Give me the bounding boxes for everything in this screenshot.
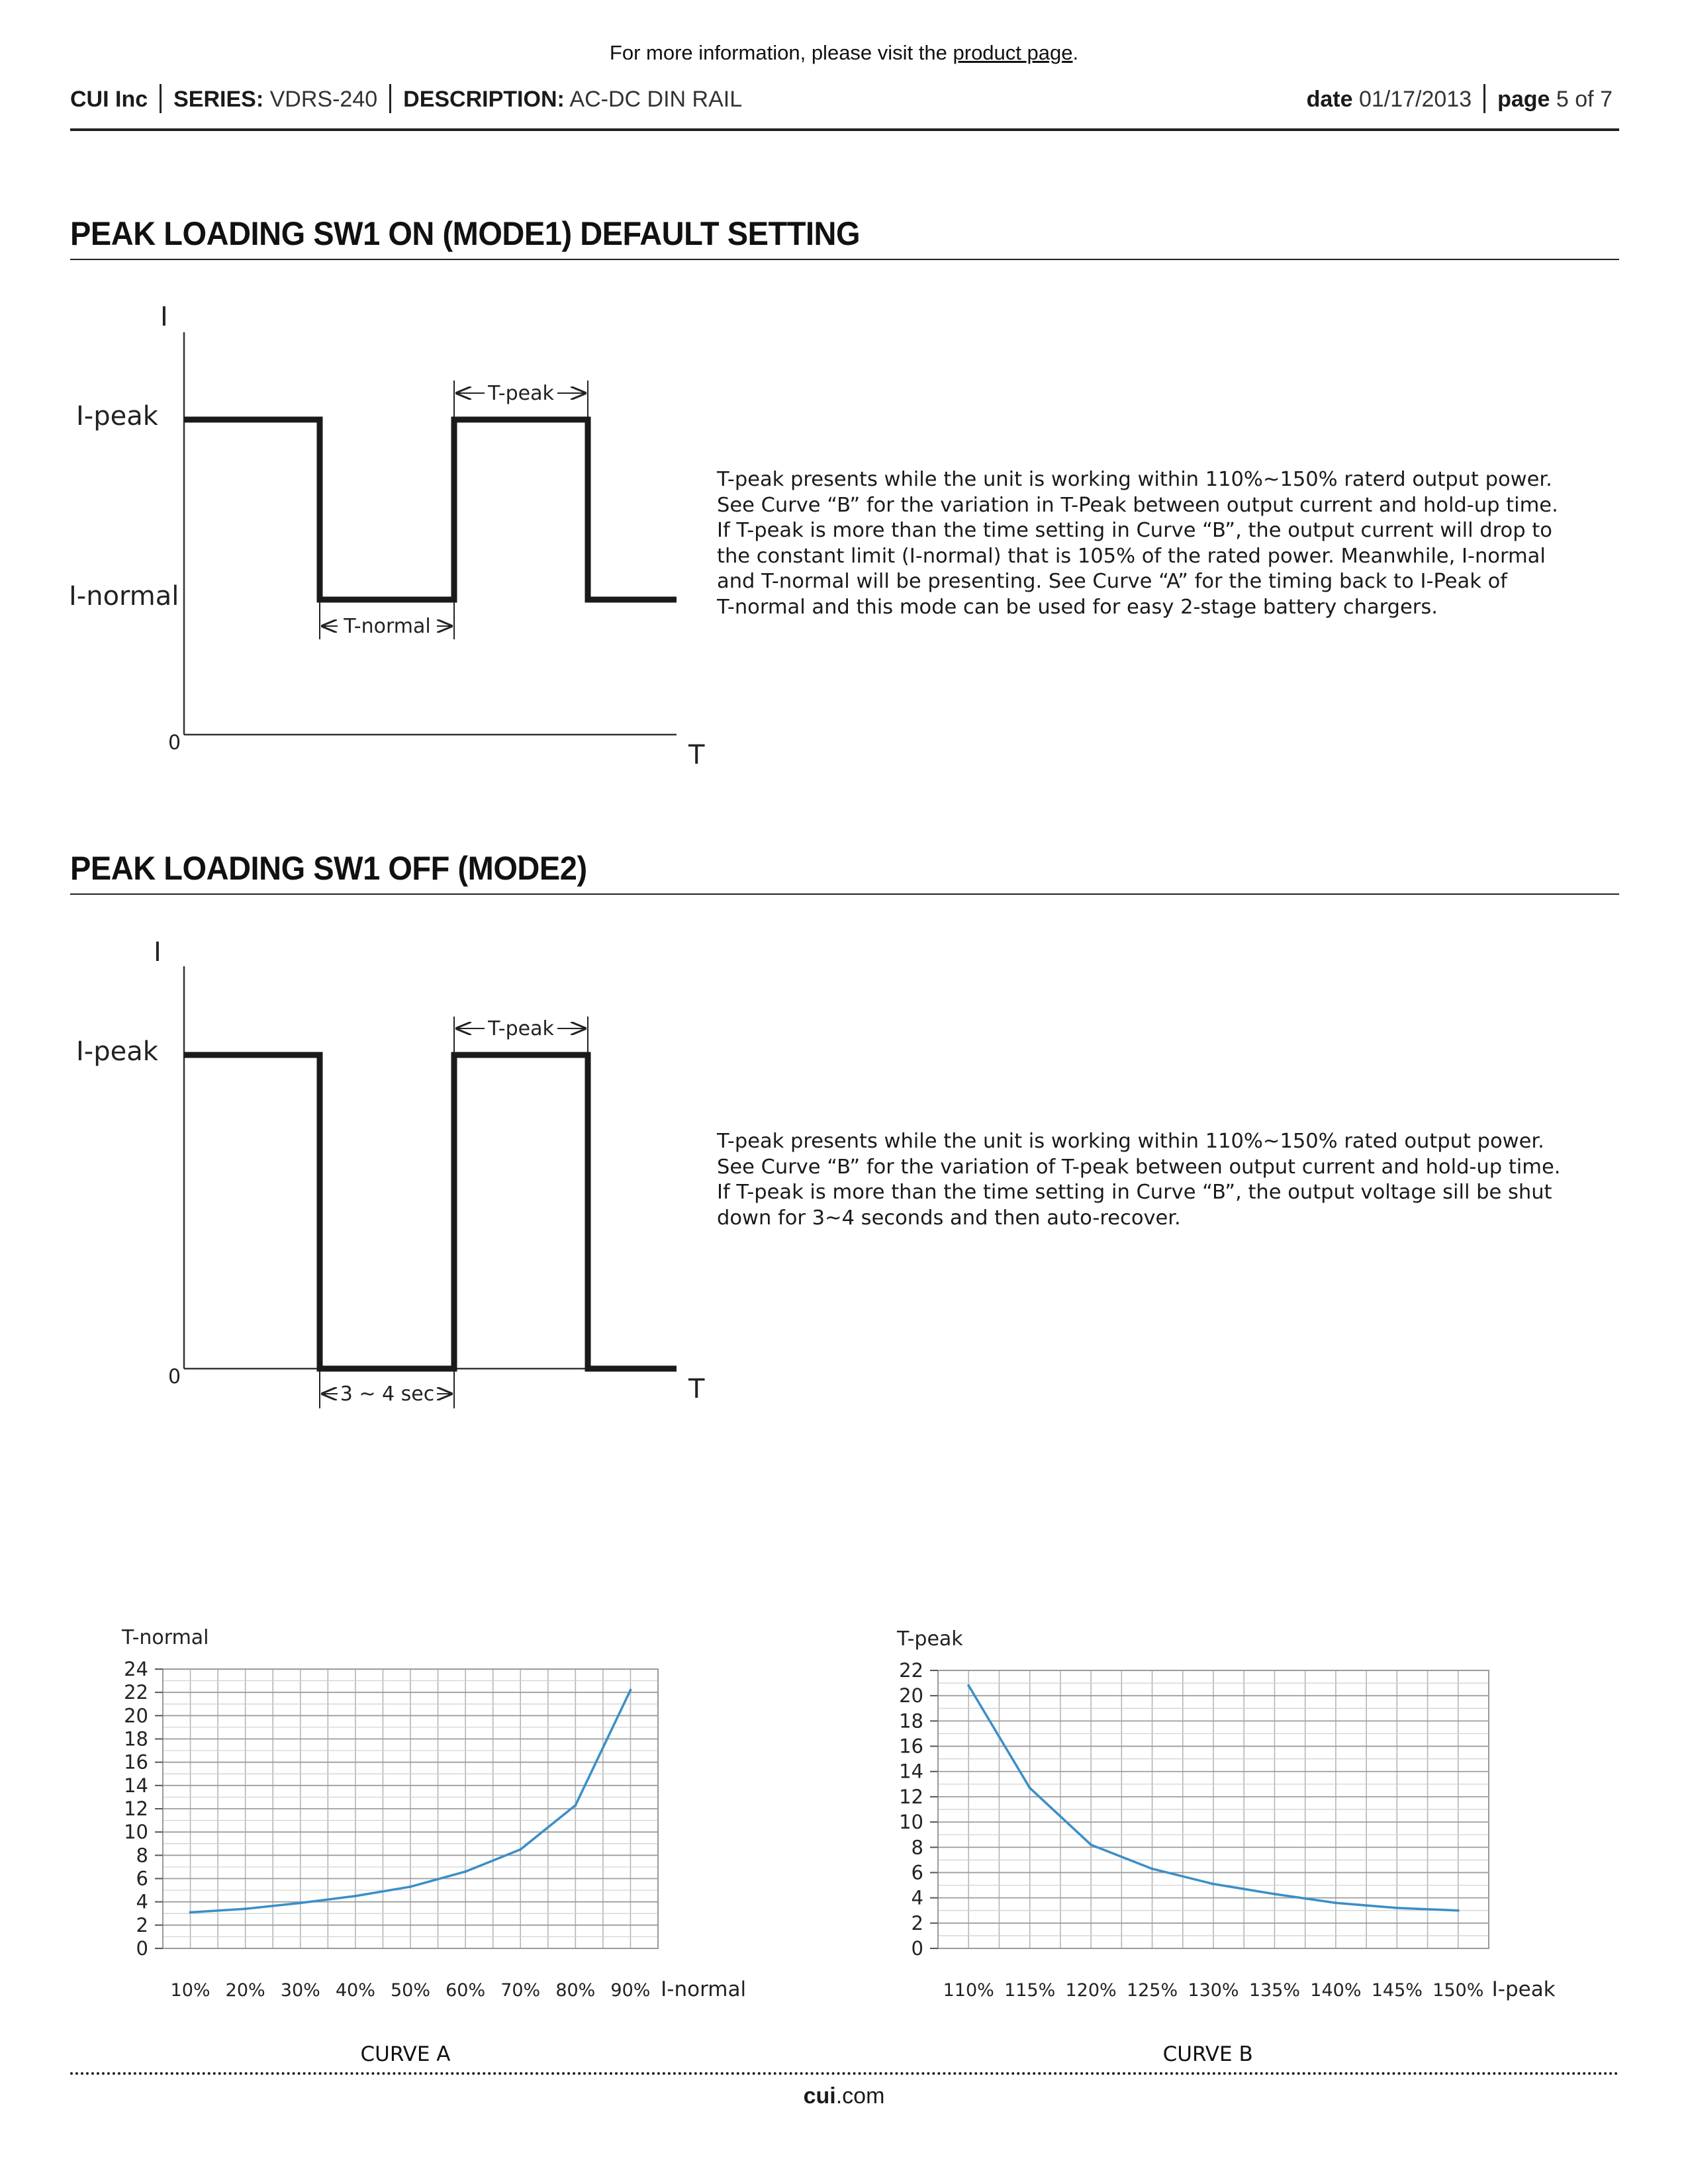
description-line: T-peak presents while the unit is working within 110%~150% raterd output power. xyxy=(717,468,1552,491)
x-tick-label: 150% xyxy=(1432,1980,1484,2001)
data-point xyxy=(519,1848,522,1851)
y-axis-label: I xyxy=(154,937,162,968)
data-point xyxy=(299,1901,302,1904)
y-tick-label: 2 xyxy=(136,1913,148,1936)
data-point xyxy=(189,1911,192,1913)
y-tick-label: 8 xyxy=(136,1844,148,1867)
x-tick-label: 60% xyxy=(445,1980,486,2001)
y-tick-label: 16 xyxy=(899,1735,923,1758)
y-tick-label: 4 xyxy=(911,1886,923,1909)
description-line: T-peak presents while the unit is working within 110%~150% rated output power. xyxy=(717,1130,1544,1153)
x-tick-label: 40% xyxy=(335,1980,375,2001)
y-tick-label: 12 xyxy=(124,1797,148,1820)
description-line: the constant limit (I-normal) that is 105% of the rated power. Meanwhile, I-normal xyxy=(717,544,1546,568)
data-point xyxy=(629,1689,632,1692)
y-tick-label: 10 xyxy=(124,1821,148,1844)
description-line: See Curve “B” for the variation in T-Peak between output current and hold-up time. xyxy=(717,493,1558,517)
x-tick-label: 140% xyxy=(1310,1980,1362,2001)
x-tick-label: 145% xyxy=(1371,1980,1423,2001)
series-value: VDRS-240 xyxy=(269,86,378,112)
x-tick-label: 130% xyxy=(1188,1980,1239,2001)
y-tick-label: 2 xyxy=(911,1911,923,1934)
section1-rule xyxy=(70,259,1619,260)
data-point xyxy=(1457,1909,1460,1912)
description-line: down for 3~4 seconds and then auto-recover. xyxy=(717,1206,1181,1230)
section1-title: PEAK LOADING SW1 ON (MODE1) DEFAULT SETTING xyxy=(70,215,861,252)
y-tick-label: 16 xyxy=(124,1751,148,1774)
data-point xyxy=(574,1804,577,1807)
y-tick-label: 4 xyxy=(136,1890,148,1913)
current-waveform xyxy=(184,420,677,600)
y-tick-label: 14 xyxy=(124,1774,148,1797)
description-line: and T-normal will be presenting. See Curve “A” for the timing back to I-Peak of xyxy=(717,570,1507,593)
x-tick-label: 20% xyxy=(225,1980,265,2001)
t-peak-label: T-peak xyxy=(488,382,554,405)
i-peak-label: I-peak xyxy=(76,401,158,432)
x-axis-title: I-normal xyxy=(661,1978,747,2001)
x-tick-label: 10% xyxy=(170,1980,211,2001)
header-divider xyxy=(1483,84,1485,113)
data-point xyxy=(464,1870,467,1873)
x-axis-label: T xyxy=(688,740,705,770)
y-tick-label: 0 xyxy=(911,1937,923,1960)
y-tick-label: 12 xyxy=(899,1785,923,1808)
data-point xyxy=(1090,1843,1092,1846)
y-tick-label: 8 xyxy=(911,1836,923,1859)
top-note xyxy=(0,41,1688,65)
page-label: page xyxy=(1497,86,1550,112)
date-label: date xyxy=(1306,86,1353,112)
top-note-suffix: . xyxy=(1072,41,1079,64)
off-time-label: 3 ~ 4 sec xyxy=(340,1383,435,1406)
top-note-text: For more information, please visit the xyxy=(609,41,953,64)
t-normal-label: T-normal xyxy=(344,615,431,638)
section2-description xyxy=(717,1129,1630,1231)
data-point xyxy=(1151,1868,1154,1870)
y-tick-label: 20 xyxy=(124,1704,148,1727)
date-value: 01/17/2013 xyxy=(1358,86,1472,112)
x-axis-title: I-peak xyxy=(1491,1978,1556,2001)
page-value: 5 of 7 xyxy=(1556,86,1613,112)
data-point xyxy=(244,1907,247,1910)
curve-b-chart xyxy=(880,1608,1595,2066)
y-axis-title: T-peak xyxy=(897,1627,963,1651)
x-tick-label: 120% xyxy=(1065,1980,1117,2001)
data-point xyxy=(1212,1883,1215,1886)
company-name: CUI Inc xyxy=(70,86,148,112)
section2-rule xyxy=(70,893,1619,895)
y-axis-label: I xyxy=(160,302,168,332)
origin-label: 0 xyxy=(168,1365,181,1388)
description-line: If T-peak is more than the time setting in Curve “B”, the output current will drop to xyxy=(717,519,1552,542)
y-tick-label: 24 xyxy=(124,1658,148,1680)
data-point xyxy=(409,1886,412,1888)
y-tick-label: 20 xyxy=(899,1684,923,1707)
section2-title: PEAK LOADING SW1 OFF (MODE2) xyxy=(70,850,587,887)
footer-site-bold: cui xyxy=(803,2083,836,2109)
data-point xyxy=(1335,1901,1337,1904)
mode2-timing-diagram xyxy=(0,927,705,1416)
data-point xyxy=(354,1895,357,1897)
i-normal-label: I-normal xyxy=(69,581,179,612)
y-tick-label: 6 xyxy=(136,1867,148,1890)
y-axis-title: T-normal xyxy=(122,1626,209,1649)
y-tick-label: 22 xyxy=(124,1681,148,1704)
x-tick-label: 70% xyxy=(500,1980,541,2001)
header-divider xyxy=(160,84,162,113)
x-tick-label: 90% xyxy=(610,1980,651,2001)
description-line: T-normal and this mode can be used for easy 2-stage battery chargers. xyxy=(717,595,1438,619)
data-point xyxy=(1395,1907,1398,1909)
y-tick-label: 6 xyxy=(911,1861,923,1884)
y-tick-label: 0 xyxy=(136,1937,148,1960)
description-line: See Curve “B” for the variation of T-peak between output current and hold-up time. xyxy=(717,1155,1561,1179)
data-point xyxy=(967,1684,970,1687)
data-point xyxy=(1029,1787,1031,1790)
chart-title: CURVE A xyxy=(360,2042,451,2066)
current-waveform xyxy=(184,1055,677,1369)
mode1-timing-diagram xyxy=(0,291,705,781)
footer-site-rest: .com xyxy=(835,2083,885,2109)
description-line: If T-peak is more than the time setting in Curve “B”, the output voltage sill be shut xyxy=(717,1181,1552,1204)
x-tick-label: 30% xyxy=(280,1980,320,2001)
i-peak-label: I-peak xyxy=(76,1036,158,1067)
x-tick-label: 50% xyxy=(390,1980,431,2001)
y-tick-label: 10 xyxy=(899,1811,923,1834)
description-label: DESCRIPTION: xyxy=(403,86,565,112)
data-point xyxy=(1273,1893,1276,1895)
x-tick-label: 80% xyxy=(555,1980,596,2001)
product-page-link[interactable]: product page xyxy=(953,41,1073,64)
x-tick-label: 125% xyxy=(1126,1980,1178,2001)
y-tick-label: 22 xyxy=(899,1659,923,1682)
x-axis-label: T xyxy=(688,1374,705,1404)
header-rule xyxy=(70,128,1619,131)
x-tick-label: 135% xyxy=(1248,1980,1301,2001)
y-tick-label: 14 xyxy=(899,1760,923,1783)
t-peak-label: T-peak xyxy=(488,1017,554,1040)
footer-rule xyxy=(70,2072,1619,2075)
origin-label: 0 xyxy=(168,731,181,754)
section1-description xyxy=(717,467,1630,620)
curve-a-chart xyxy=(106,1608,808,2066)
y-tick-label: 18 xyxy=(124,1727,148,1751)
header-divider xyxy=(389,84,391,113)
x-tick-label: 110% xyxy=(943,1980,994,2001)
page-header xyxy=(70,86,1619,118)
description-value: AC-DC DIN RAIL xyxy=(569,86,743,112)
footer-site[interactable] xyxy=(0,2083,1688,2109)
chart-title: CURVE B xyxy=(1162,2042,1253,2066)
y-tick-label: 18 xyxy=(899,1709,923,1733)
x-tick-label: 115% xyxy=(1004,1980,1056,2001)
series-label: SERIES: xyxy=(173,86,264,112)
